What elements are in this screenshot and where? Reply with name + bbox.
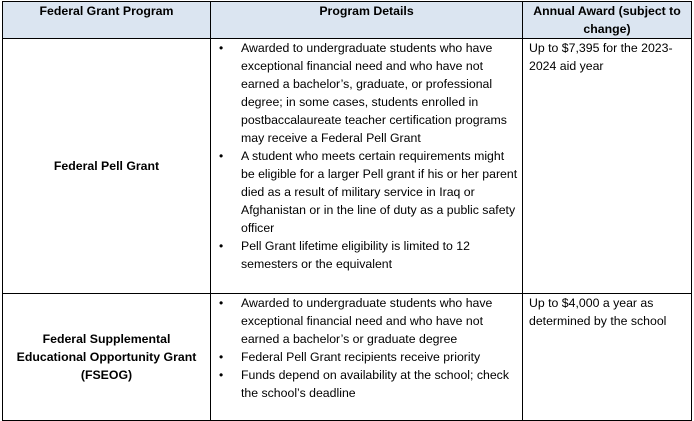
list-item: • Awarded to undergraduate students who have exceptional financial need and who have not earned a bachelor’s or graduate degree [219,296,493,346]
table-row [3,294,692,421]
details-list [211,294,518,402]
bullet-icon: • [219,296,224,310]
program-name-cell [3,39,211,294]
table-row [3,39,692,294]
list-item: • Federal Pell Grant recipients receive priority [219,350,481,364]
table-header-row [3,2,692,39]
annual-award-value: Up to $7,395 for the 2023-2024 aid year [529,41,673,73]
bullet-icon: • [219,149,224,163]
list-item: • A student who meets certain requirements might be eligible for a larger Pell grant if his or her parent died as a result of military service in Iraq or Afghanistan or in the line of duty as a public safety officer [219,149,518,235]
program-name-cell [3,294,211,421]
annual-award-cell [523,294,692,421]
header-federal-grant-program: Federal Grant Program [3,2,211,39]
program-name: Federal Supplemental Educational Opportunity Grant (FSEOG) [16,332,197,382]
program-details-cell [211,39,523,294]
bullet-icon: • [219,239,224,253]
annual-award-value: Up to $4,000 a year as determined by the school [529,296,667,328]
program-details-cell [211,294,523,421]
bullet-icon: • [219,41,224,55]
header-annual-award: Annual Award (subject to change) [523,2,692,39]
federal-grants-table [2,1,692,421]
list-item: • Pell Grant lifetime eligibility is limited to 12 semesters or the equivalent [219,239,470,271]
details-list [211,39,518,273]
list-item: • Funds depend on availability at the school; check the school’s deadline [219,368,509,400]
list-item: • Awarded to undergraduate students who have exceptional financial need and who have not earned a bachelor’s, graduate, or professional degree; in some cases, students enrolled in postbaccalaureate teacher certification programs may receive a Federal Pell Grant [219,41,507,145]
header-program-details: Program Details [211,2,523,39]
bullet-icon: • [219,368,224,382]
bullet-icon: • [219,350,224,364]
program-name: Federal Pell Grant [53,159,160,173]
annual-award-cell [523,39,692,294]
